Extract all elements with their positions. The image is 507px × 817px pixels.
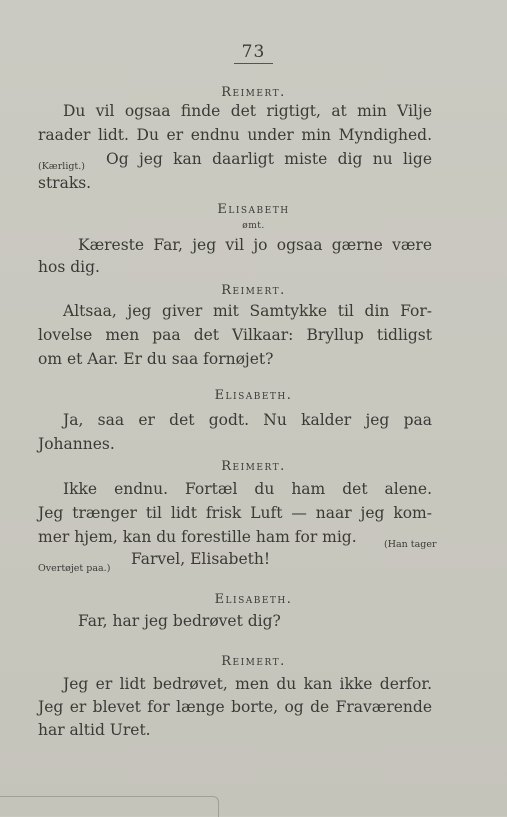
text-line: Jeg trænger til lidt frisk Luft — naar jeg kom- bbox=[38, 504, 432, 522]
text-line: Altsaa, jeg giver mit Samtykke til din For- bbox=[63, 302, 432, 320]
text-line: Kæreste Far, jeg vil jo ogsaa gærne være bbox=[78, 236, 432, 254]
text-line: Johannes. bbox=[38, 435, 115, 453]
speaker-heading: Elisabeth. bbox=[214, 388, 293, 403]
text-line: raader lidt. Du er endnu under min Myndighed. bbox=[38, 126, 432, 144]
page-number: 73 bbox=[0, 42, 507, 62]
text-line: mer hjem, kan du forestille ham for mig. bbox=[38, 528, 357, 546]
stage-direction: (Han tager bbox=[384, 539, 437, 550]
stage-direction: Overtøjet paa.) bbox=[38, 563, 111, 574]
text-line: Og jeg kan daarligt miste dig nu lige bbox=[106, 150, 432, 168]
stage-direction: ømt. bbox=[242, 221, 265, 231]
text-line: Jeg er lidt bedrøvet, men du kan ikke derfor. bbox=[63, 675, 432, 693]
speaker-heading: Reimert. bbox=[221, 654, 286, 669]
speaker-heading: Elisabeth. bbox=[214, 592, 293, 607]
speaker-heading: Reimert. bbox=[221, 85, 286, 100]
text-line: hos dig. bbox=[38, 258, 100, 276]
text-line: lovelse men paa det Vilkaar: Bryllup tidligst bbox=[38, 326, 432, 344]
text-line: Far, har jeg bedrøvet dig? bbox=[78, 612, 281, 630]
stage-direction: (Kærligt.) bbox=[38, 161, 85, 172]
speaker-heading: Reimert. bbox=[221, 283, 286, 298]
text-line: har altid Uret. bbox=[38, 721, 151, 739]
page-edge bbox=[0, 796, 219, 817]
text-line: om et Aar. Er du saa fornøjet? bbox=[38, 350, 274, 368]
speaker-heading: Elisabeth bbox=[217, 202, 290, 217]
text-line: Ja, saa er det godt. Nu kalder jeg paa bbox=[63, 411, 432, 429]
text-line: Ikke endnu. Fortæl du ham det alene. bbox=[63, 480, 432, 498]
text-line: Jeg er blevet for længe borte, og de Fraværende bbox=[38, 698, 432, 716]
text-line: straks. bbox=[38, 174, 92, 192]
speaker-heading: Reimert. bbox=[221, 459, 286, 474]
text-line: Du vil ogsaa finde det rigtigt, at min Vilje bbox=[63, 102, 432, 120]
text-line: Farvel, Elisabeth! bbox=[131, 550, 271, 568]
